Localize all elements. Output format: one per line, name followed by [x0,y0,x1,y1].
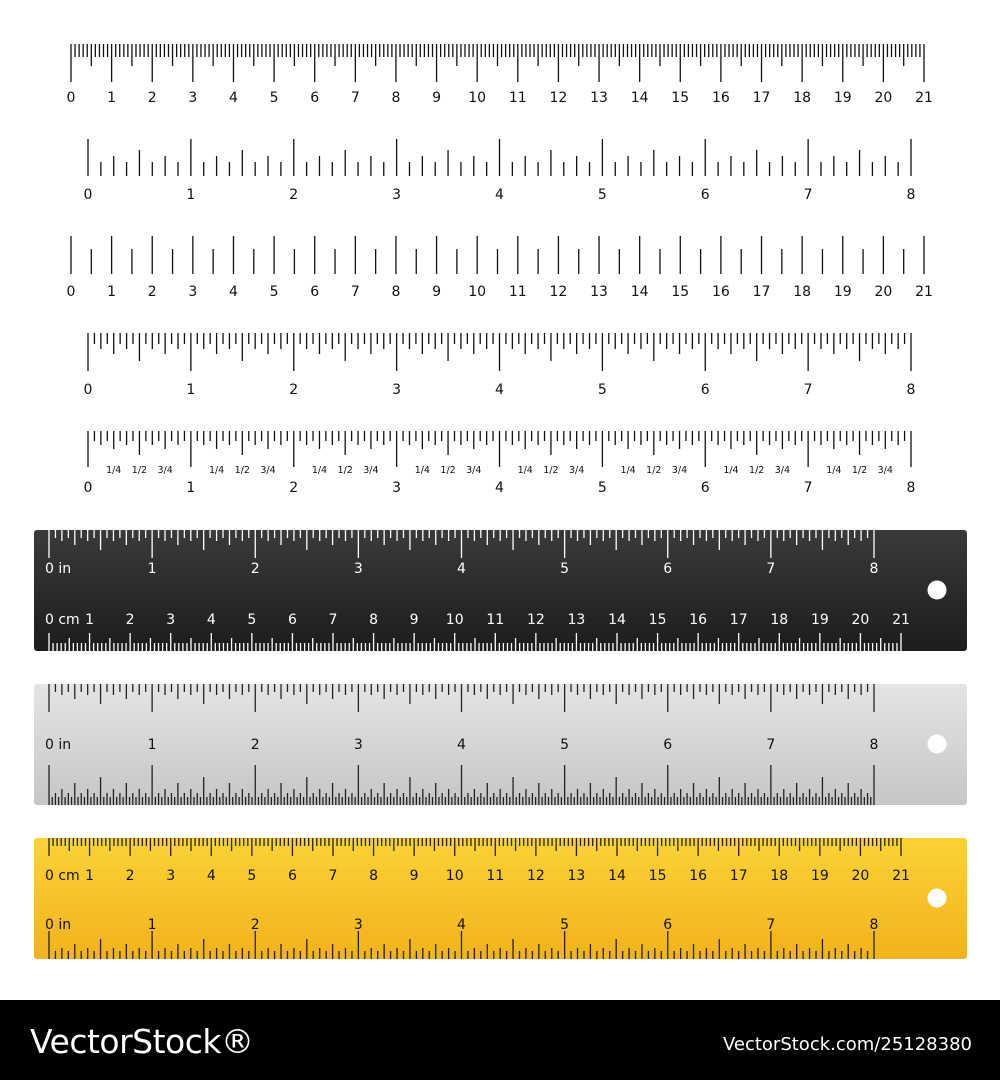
tick-label: 13 [590,90,608,106]
tick-label: 13 [590,284,608,300]
tick-label: 1 [107,284,117,300]
cm-label: 3 [166,868,176,884]
inch-label: 5 [560,917,570,933]
cm-label: 1 [85,612,95,628]
inch-unit-label: 0 in [45,917,72,933]
cm-label: 15 [648,612,667,628]
tick-label: 0 [66,90,76,106]
fraction-label: 1/4 [826,465,842,476]
cm-label: 2 [125,868,135,884]
fraction-label: 1/4 [723,465,739,476]
tick-label: 14 [630,90,649,106]
cm-label: 16 [689,868,708,884]
cm-label: 3 [166,612,176,628]
tick-label: 21 [915,284,933,300]
fraction-label: 3/4 [671,465,688,476]
cm-label: 2 [125,612,135,628]
cm-label: 20 [851,612,870,628]
fraction-label: 3/4 [774,465,791,476]
tick-label: 2 [289,480,299,496]
tick-label: 15 [671,90,690,106]
tick-label: 0 [83,382,93,398]
tick-label: 8 [906,187,916,203]
tick-label: 4 [229,90,238,106]
tick-label: 10 [468,284,487,300]
tick-label: 8 [906,480,916,496]
tick-label: 20 [874,284,893,300]
fraction-label: 3/4 [260,465,276,476]
tick-label: 2 [289,382,299,398]
brand-logo: VectorStock® [30,1022,254,1061]
cm-unit-label: 0 cm [45,868,80,884]
ruler-inch-fractions [84,431,916,496]
tick-label: 15 [671,284,690,300]
tick-label: 5 [269,284,279,300]
cm-unit-label: 0 cm [45,612,80,628]
stock-id: VectorStock.com/25128380 [722,1034,972,1055]
cm-label: 13 [567,612,586,628]
fraction-label: 1/2 [337,465,353,476]
ruler-cm-fine [67,44,933,106]
fraction-label: 3/4 [363,465,379,476]
cm-label: 21 [892,612,910,628]
inch-label: 6 [663,917,673,933]
cm-label: 19 [810,868,829,884]
fraction-label: 1/4 [311,465,328,476]
tick-label: 7 [803,480,813,496]
cm-label: 8 [369,612,379,628]
cm-label: 7 [328,868,338,884]
cm-label: 5 [247,868,257,884]
tick-label: 5 [597,187,607,203]
tick-label: 6 [310,284,320,300]
cm-label: 12 [526,612,545,628]
cm-label: 10 [445,612,464,628]
tick-label: 1 [186,187,196,203]
cm-label: 16 [689,612,708,628]
cm-label: 10 [445,868,464,884]
tick-label: 1 [186,382,196,398]
ruler-cm-half [67,236,933,300]
ruler-inch-sixteenths [84,333,916,398]
tick-label: 21 [915,90,933,106]
tick-label: 7 [803,382,813,398]
inch-label: 8 [869,561,879,577]
inch-label: 7 [766,561,776,577]
tick-label: 2 [147,90,157,106]
tick-label: 6 [700,382,710,398]
cm-label: 9 [409,868,419,884]
cm-label: 18 [770,868,789,884]
cm-label: 17 [729,612,748,628]
tick-label: 0 [83,187,93,203]
hang-hole [928,735,947,754]
tick-label: 7 [803,187,813,203]
tick-label: 4 [229,284,238,300]
inch-unit-label: 0 in [45,561,72,577]
inch-label: 4 [457,737,466,753]
tick-label: 20 [874,90,893,106]
tick-label: 9 [432,90,442,106]
tick-label: 8 [391,90,401,106]
fraction-label: 1/2 [440,465,456,476]
fraction-label: 3/4 [157,465,173,476]
inch-label: 6 [663,737,673,753]
fraction-label: 1/2 [851,465,868,476]
cm-label: 6 [287,612,297,628]
inch-unit-label: 0 in [45,737,72,753]
fraction-label: 1/2 [131,465,148,476]
tick-label: 12 [549,284,568,300]
tick-label: 5 [597,480,607,496]
tick-label: 3 [188,284,198,300]
tick-label: 3 [392,480,402,496]
inch-label: 4 [457,561,466,577]
tick-label: 5 [269,90,279,106]
fraction-label: 3/4 [877,465,893,476]
tick-label: 16 [711,284,730,300]
inch-label: 8 [869,917,879,933]
cm-label: 7 [328,612,338,628]
tick-label: 19 [833,90,852,106]
cm-label: 19 [810,612,829,628]
tick-label: 17 [752,90,771,106]
fraction-label: 3/4 [466,465,482,476]
inch-label: 6 [663,561,673,577]
tick-label: 10 [468,90,487,106]
inch-label: 7 [766,737,776,753]
inch-label: 2 [250,737,260,753]
cm-label: 15 [648,868,667,884]
inch-label: 3 [353,917,363,933]
tick-label: 1 [186,480,196,496]
tick-label: 6 [700,187,710,203]
tick-label: 7 [350,284,360,300]
cm-label: 5 [247,612,257,628]
inch-label: 1 [147,737,157,753]
tick-label: 2 [147,284,157,300]
tick-label: 0 [83,480,93,496]
ruler-silver [34,684,967,805]
tick-label: 5 [597,382,607,398]
cm-label: 21 [892,868,910,884]
inch-label: 4 [457,917,466,933]
tick-label: 3 [392,382,402,398]
inch-label: 1 [147,561,157,577]
tick-label: 4 [495,480,504,496]
tick-label: 12 [549,90,568,106]
tick-label: 8 [391,284,401,300]
tick-label: 0 [66,284,76,300]
tick-label: 3 [188,90,198,106]
inch-label: 3 [353,737,363,753]
hang-hole [928,889,947,908]
cm-label: 1 [85,868,95,884]
tick-label: 4 [495,187,504,203]
tick-label: 9 [432,284,442,300]
tick-label: 8 [906,382,916,398]
inch-label: 2 [250,917,260,933]
inch-label: 8 [869,737,879,753]
inch-label: 1 [147,917,157,933]
tick-label: 16 [711,90,730,106]
tick-label: 18 [793,90,812,106]
hang-hole [928,581,947,600]
fraction-label: 1/2 [234,465,250,476]
tick-label: 7 [350,90,360,106]
cm-label: 4 [206,868,216,884]
ruler-black-body [34,530,967,651]
fraction-label: 1/2 [543,465,559,476]
ruler-inch-eighths [84,139,916,203]
tick-label: 2 [289,187,299,203]
tick-label: 11 [508,284,527,300]
cm-label: 13 [567,868,586,884]
fraction-label: 1/4 [106,465,122,476]
fraction-label: 3/4 [569,465,585,476]
fraction-label: 1/2 [749,465,765,476]
cm-label: 18 [770,612,789,628]
tick-label: 1 [107,90,117,106]
cm-label: 8 [369,868,379,884]
cm-label: 12 [526,868,545,884]
cm-label: 14 [608,612,626,628]
tick-label: 17 [752,284,771,300]
tick-label: 4 [495,382,504,398]
fraction-label: 1/2 [646,465,662,476]
ruler-silver-body [34,684,967,805]
tick-label: 6 [700,480,710,496]
cm-label: 9 [409,612,419,628]
fraction-label: 1/4 [620,465,636,476]
ruler-yellow [34,838,967,959]
cm-label: 6 [287,868,297,884]
tick-label: 3 [392,187,402,203]
inch-label: 3 [353,561,363,577]
inch-label: 5 [560,737,570,753]
fraction-label: 1/4 [208,465,225,476]
tick-label: 6 [310,90,320,106]
tick-label: 14 [630,284,649,300]
ruler-black [34,530,967,651]
cm-label: 20 [851,868,870,884]
fraction-label: 1/4 [517,465,533,476]
ruler-yellow-body [34,838,967,959]
tick-label: 18 [793,284,812,300]
tick-label: 19 [833,284,852,300]
cm-label: 11 [486,868,505,884]
cm-label: 14 [608,868,626,884]
cm-label: 11 [486,612,505,628]
fraction-label: 1/4 [414,465,430,476]
watermark-footer [0,1000,1000,1080]
cm-label: 17 [729,868,748,884]
inch-label: 7 [766,917,776,933]
cm-label: 4 [206,612,216,628]
tick-label: 11 [508,90,527,106]
inch-label: 2 [250,561,260,577]
inch-label: 5 [560,561,570,577]
